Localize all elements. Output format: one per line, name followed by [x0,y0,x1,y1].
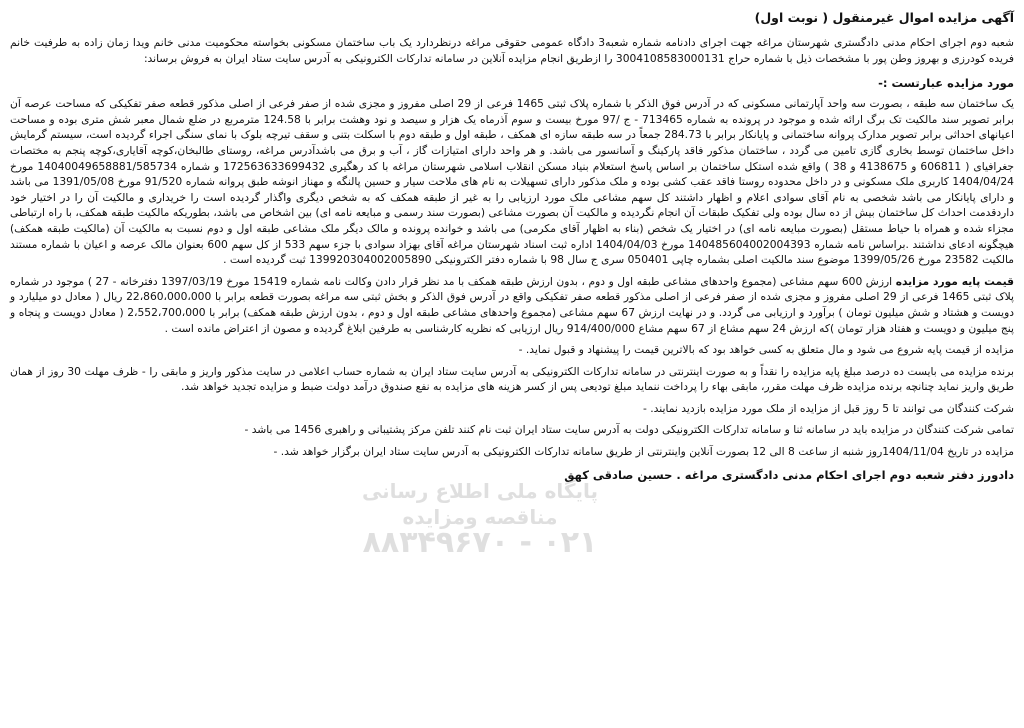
watermark-phone: ۰۲۱ - ۸۸۳۴۹۶۷۰ [362,525,598,560]
payment-paragraph: برنده مزایده می بایست ده درصد مبلغ پایه مزایده را نقداً و به صورت اینترنتی در سامانه تدارکات الکترونیکی به آدرس سایت ستاد ایران به شماره حساب اعلامی در سایت مذکور واریز و مابقی را - ظرف مهلت 30 روز از همان طریق واریز نماید چنانچه برنده مزایده ظرف مهلت مقرر، مابقی بهاء را پرداخت ننماید مبلغ تودیعی پس از کسر هزینه های مزایده به نفع صندوق درآمد دولت ضبط و مزایده تجدید خواهد شد. [10,364,1014,394]
base-price-text: ارزش 600 سهم مشاعی (مجموع واحدهای مشاعی طبقه اول و دوم ، بدون ارزش طبقه همکف با مد نظر قرار دادن وکالت نامه شماره 15419 مورخ 1397/03/19 دفترخانه - 27 ) موجود در شماره پلاک ثبتی 1465 فرعی از 29 اصلی مفروز و مجزی شده از صفر فرعی از اصلی مذکور قطعه صفر تفکیکی واقع در آدرس فوق الذکر و بخش ثبتی سه مراغه بصورت قطعه برابر با 22،860،000،000 ریال ( معادل دو میلیارد و دویست و هشتاد و شش میلیون تومان ) برآورد و ارزیابی می گردد. و در نهایت ارزش 67 سهم مشاعی (مجموع واحدهای مشاعی طبقه اول و دوم ، بدون ارزش طبقه همکف) برابر با 2،552،700،000 ( معادل دویست و پنجاه و پنج میلیون و دویست و هفتاد هزار تومان )که ارزش 24 سهم مشاع از 67 سهم مشاع 914/400/000 ریال ارزیابی که نظریه کارشناسی به طرفین ابلاغ گردیده و مصون از اعتراض مانده است . [10,274,1015,335]
registration-paragraph: تمامی شرکت کنندگان در مزایده باید در سامانه ثنا و سامانه تدارکات الکترونیکی دولت به آدرس سایت ستاد ایران ثبت نام کنند تلفن مرکز پشتیبانی و راهبری 1456 می باشد - [244,423,1014,437]
visit-paragraph: شرکت کنندگان می توانند تا 5 روز قبل از مزایده از ملک مورد مزایده بازدید نمایند. - [642,401,1014,415]
property-description: یک ساختمان سه طبقه ، بصورت سه واحد آپارتمانی مسکونی که در آدرس فوق الذکر با شماره پلاک ثبتی 1465 فرعی از 29 اصلی مفروز و مجزی شده از صفر فرعی از اصلی مذکور قطعه صفر تفکیکی که مساحت عرصه آن برابر تصویر سند مالکیت تک برگ ارائه شده و موجود در پرونده به شماره 713465 - ج /97 مورخ بیست و سوم آذرماه یک هزار و سیصد و نود وهشت برابر با 124.58 مترمربع در ضلع شمال معبر شش متری بوده و مساحت اعیانهای احداثی برابر تصویر مدارک پروانه ساختمانی و پایانکار برابر با 284.73 جمعاً در سه طبقه سازه ای همکف ، طبقه اول و طبقه دوم با اسکلت بتنی و سقف تیرچه بلوک با نمای سنگی اجراء گردیده است، سیستم گرمایش داخل ساختمان توسط بخاری گازی تامین می گردد ، ساختمان مذکور فاقد پارکینگ و آسانسور می باشد. و هر واحد دارای امتیازات گاز ، آب و برق می باشدآدرس مراغه، روستای طالبخان،کوچه آقایاری،کوچه پنجم به مختصات جغرافیای ( 606811 و 4138675 و 38 ) واقع شده استکل ساختمان بر اساس پاسخ استعلام بنیاد مسکن انقلاب اسلامی شهرستان مراغه با کد رهگیری 172563633699432 و شماره 14040049658881/585734 مورخ 1404/04/24 کاربری ملک مسکونی و در داخل محدوده روستا فاقد عقب کشی بوده و ملک مذکور دارای تسهیلات به نام های ملاحت سیار و حسین پالنگه و مهناز انوشه طبق پروانه شماره 91/520 مورخ 1391/05/08 می باشد و دارای پایانکار می باشد شخصی به نام آقای سوادی اعلام و اظهار داشتند کل سهم مشاعی ملک مورد ارزیابی را به غیر از طبقه همکف که به شخص دیگری واگذار گردیده است را خریداری و مالکیت آن را در اختیار خود داردقدمت احداث کل ساختمان بیش از ده سال بوده ولی تفکیک طبقات آن انجام نگردیده و مالکیت آن بصورت مشاعی (بصورت سند رسمی و مبایعه نامه ای) بین اشخاص می باشد، بطوریکه مالکیت طبقه همکف، با راه ارتباطی مجزاء شده و همراه با حیاط مستقل (بصورت مبایعه نامه ای) در اختیار یک شخص (بناء به اظهار آقای مکرمی) می باشد و خوانده پرونده و مالک دیگر ملک مشاعی طبقه اول و دوم نسبت به مالکیت آن (مالکیت طبقه همکف) هیچگونه ادعای نداشتند .براساس نامه شماره 140485604002004393 مورخ 1404/04/03 اداره ثبت اسناد شهرستان مراغه آقای بهزاد سوادی با جزء سهم 533 از کل سهم 600 بعنوان مالک عرصه و اعیان با شماره مستند مالکیت 23582 مورخ 1399/05/26 موضوع سند مالکیت اصلی بشماره چاپی 050401 سری ج سال 98 با شماره دفتر الکترونیکی 139920304002005890 ثبت گردیده است . [10,97,1015,267]
watermark [330,478,630,560]
auction-date-paragraph: مزایده در تاریخ 1404/11/04روز شنبه از ساعت 8 الی 12 بصورت آنلاین واینترنتی از طریق سامانه تدارکات الکترونیکی به آدرس سایت ستاد ایران برگزار خواهد شد. - [273,445,1014,459]
start-price-paragraph: مزایده از قیمت پایه شروع می شود و مال متعلق به کسی خواهد بود که بالاترین قیمت را پیشنهاد و قبول نماید. - [518,343,1014,357]
subject-heading: مورد مزایده عبارتست :- [878,76,1014,91]
intro-paragraph: شعبه دوم اجرای احکام مدنی دادگستری شهرستان مراغه جهت اجرای دادنامه شماره شعبه3 دادگاه عمومی حقوقی مراغه درنظردارد یک باب ساختمان مسکونی بخواسته محکومیت مدنی خانم ویدا زمان زاده به طرفیت خانم فریده کودرزی و بهروز وطن پور با مشخصات ذیل با شماره حراج 300410858300013‬1 را ازطریق انجام مزایده آنلاین در سامانه تدارکات الکترونیکی به آدرس سایت ستاد ایران به فروش برساند: [10,36,1014,65]
base-price-lead: قیمت پایه مورد مزایده [895,274,1015,288]
notice-title: آگهی مزایده اموال غیرمنقول ( نوبت اول) [754,10,1014,25]
watermark-text: پایگاه ملی اطلاع رسانی مناقصه ومزایده [361,479,599,529]
base-price-paragraph [10,274,1014,336]
signature-line: دادورز دفتر شعبه دوم اجرای احکام مدنی دادگستری مراغه . حسین صادقی کهق [564,467,1014,482]
